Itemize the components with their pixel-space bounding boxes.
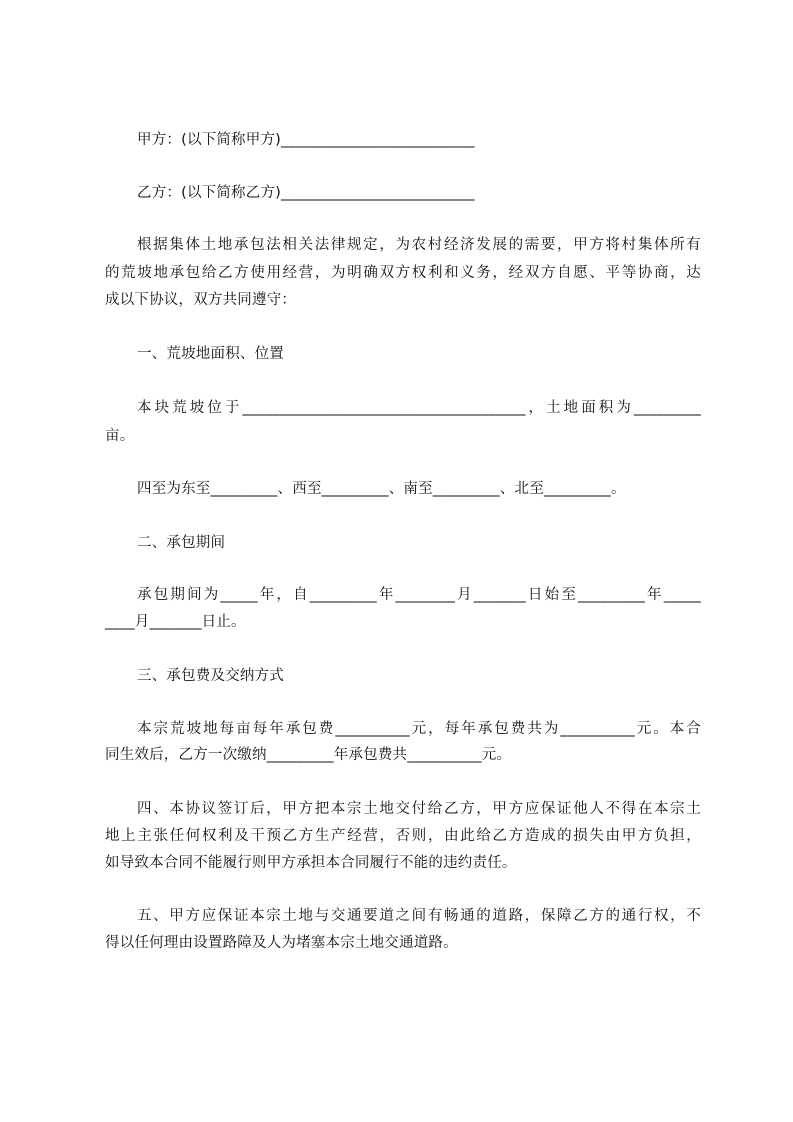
clause-5-line: 五、甲方应保证本宗土地与交通要道之间有畅通的道路，保障乙方的通行权，不 [137, 908, 701, 924]
preamble-line: 的荒坡地承包给乙方使用经营，为明确双方权利和义务，经双方自愿、平等协商，达 [105, 265, 701, 281]
clause-4-line: 如导致本合同不能履行则甲方承担本合同履行不能的违约责任。 [105, 855, 517, 871]
clause-5-line: 得以任何理由设置路障及人为堵塞本宗土地交通道路。 [105, 935, 458, 951]
fee-line: 本宗荒坡地每亩每年承包费__________元，每年承包费共为__________元。本合 [137, 721, 701, 737]
party-b-line: 乙方：(以下简称乙方)__________________________ [137, 185, 475, 201]
party-a-line: 甲方：(以下简称甲方)__________________________ [137, 132, 475, 148]
preamble-line: 成以下协议，双方共同遵守： [105, 292, 297, 308]
location-line: 亩。 [105, 428, 135, 444]
clause-4-line: 地上主张任何权利及干预乙方生产经营，否则，由此给乙方造成的损失由甲方负担， [105, 828, 701, 844]
section-heading: 三、承包费及交纳方式 [137, 668, 284, 684]
section-heading: 一、荒坡地面积、位置 [137, 346, 284, 362]
section-heading: 二、承包期间 [137, 535, 226, 551]
location-line: 本块荒坡位于______________________________________，土地面积为_________ [137, 400, 701, 416]
boundaries-line: 四至为东至_________、西至_________、南至_________、北至_________。 [137, 481, 626, 497]
term-line: ____月_______日止。 [105, 614, 246, 630]
fee-line: 同生效后，乙方一次缴纳_________年承包费共__________元。 [105, 747, 512, 763]
preamble-line: 根据集体土地承包法相关法律规定，为农村经济发展的需要，甲方将村集体所有 [137, 237, 701, 253]
term-line: 承包期间为_____年，自_________年________月_______日始至_________年_____ [137, 587, 701, 603]
clause-4-line: 四、本协议签订后，甲方把本宗土地交付给乙方，甲方应保证他人不得在本宗土 [137, 801, 701, 817]
